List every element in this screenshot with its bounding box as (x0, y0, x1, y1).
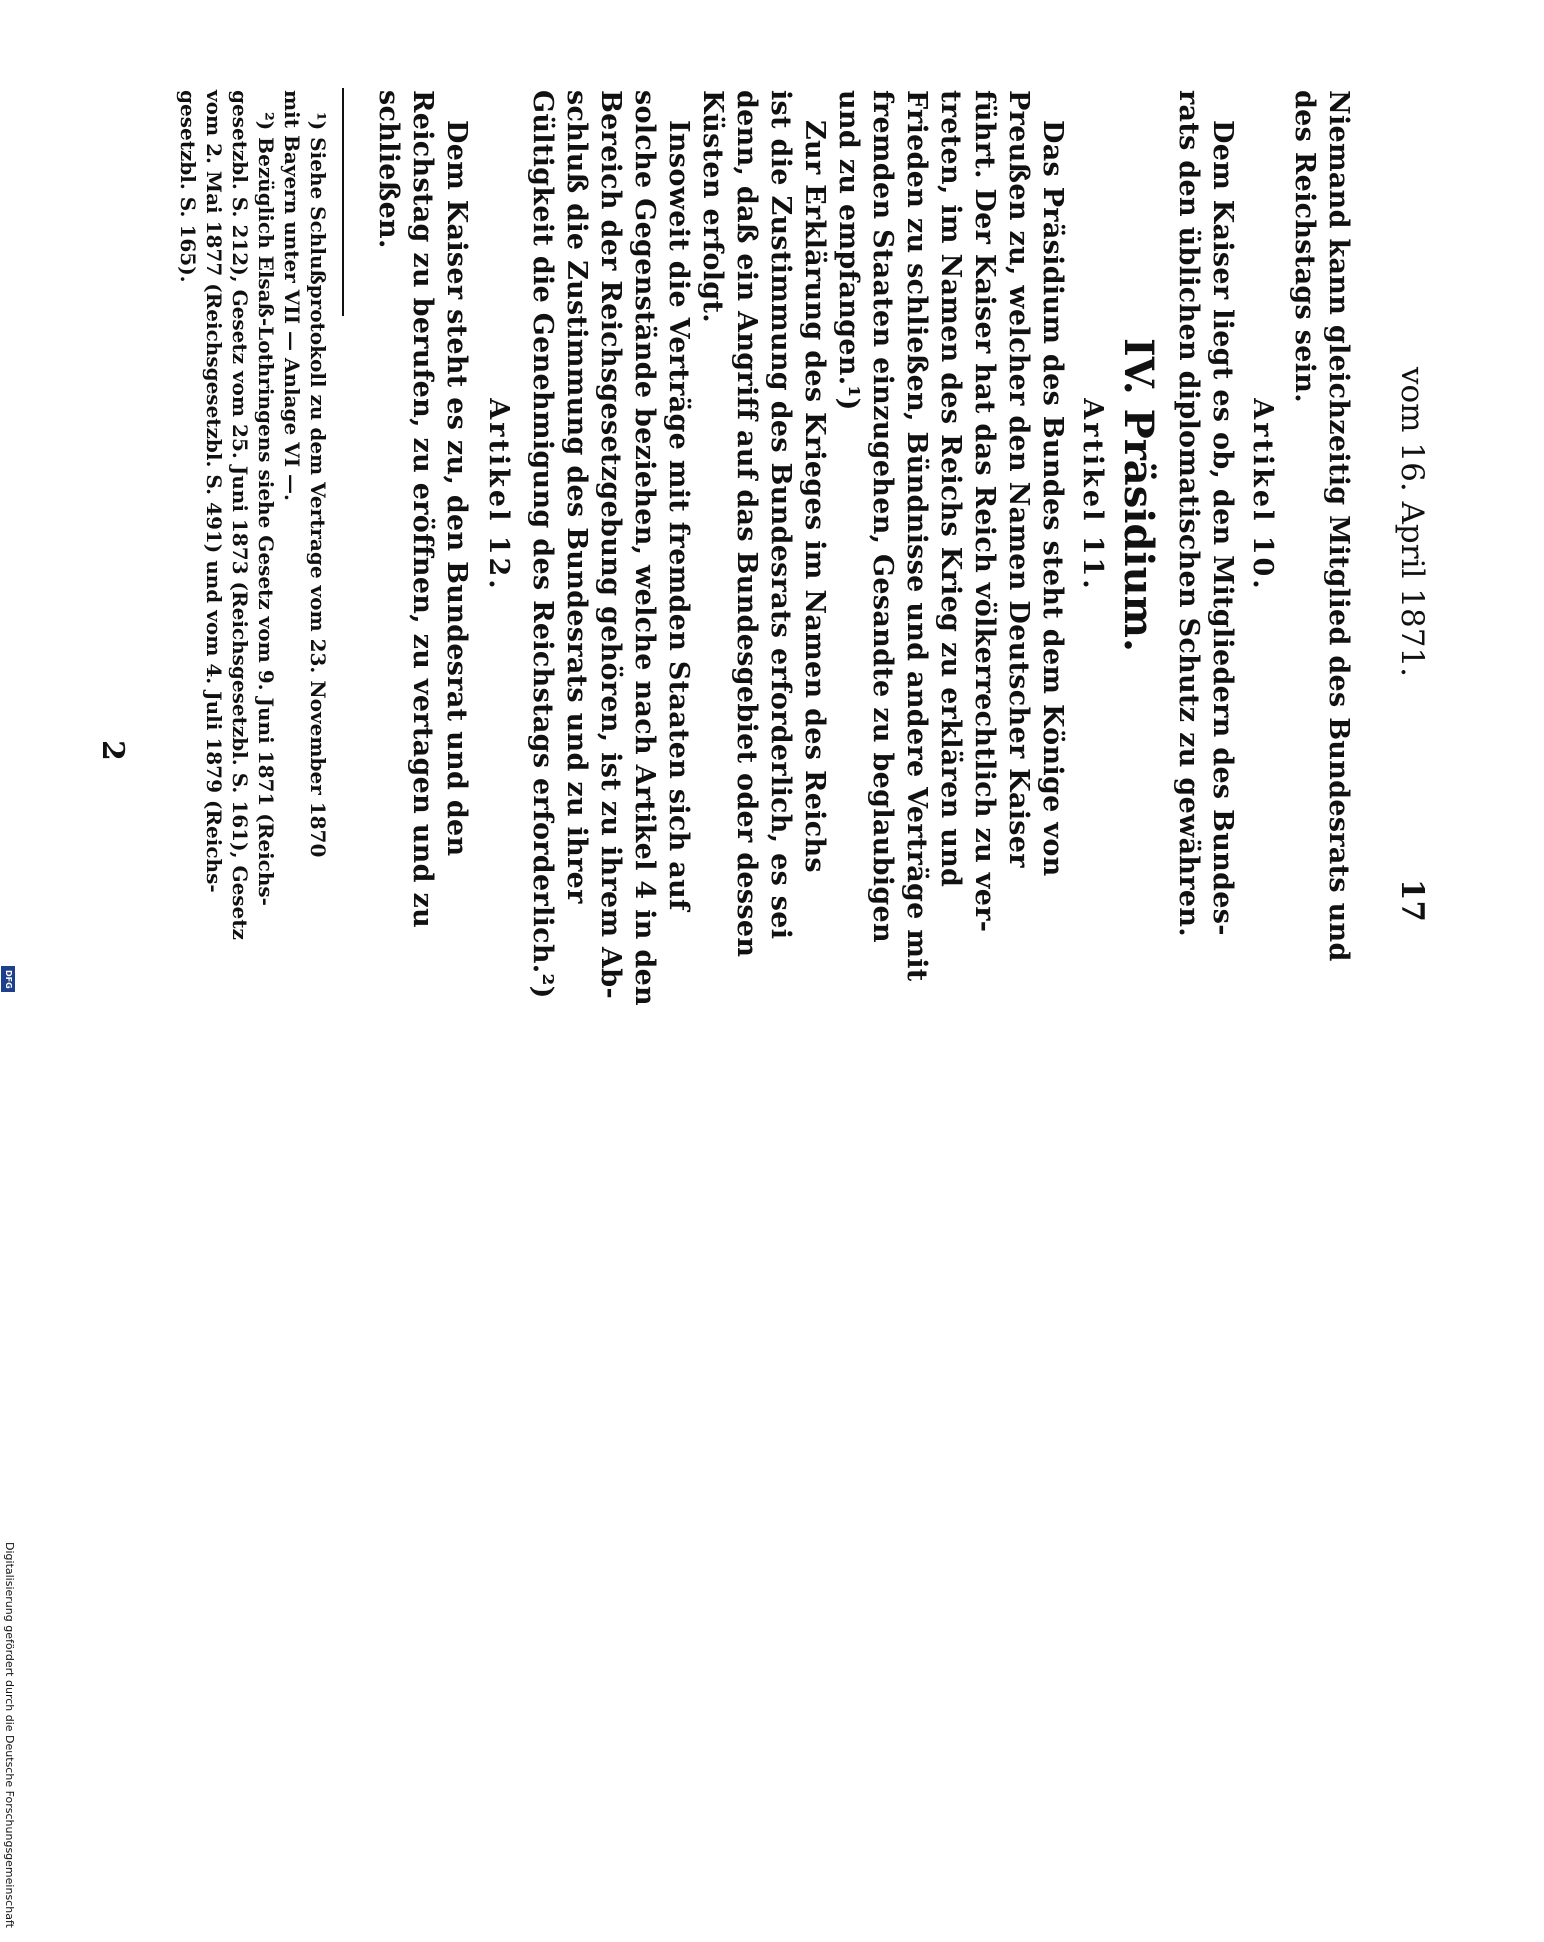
footnote-line: mit Bayern unter VII — Anlage VI —. (280, 90, 304, 501)
text-line: führt. Der Kaiser hat das Reich völkerrechtlich zu ver- (969, 90, 1000, 933)
text-line: denn, daß ein Angriff auf das Bundesgebiet oder dessen (731, 90, 762, 958)
text-line: Frieden zu schließen, Bündnisse und andere Verträge mit (901, 90, 932, 982)
text-line: treten, im Namen des Reichs Krieg zu erklären und (935, 90, 966, 888)
footnote-line: gesetzbl. S. 165). (176, 90, 200, 283)
text-line: Zur Erklärung des Krieges im Namen des Reichs (799, 120, 830, 873)
text-line: Reichstag zu berufen, zu eröffnen, zu vertagen und zu (407, 90, 438, 929)
text-line: Küsten erfolgt. (697, 90, 728, 323)
text-line: Das Präsidium des Bundes steht dem Könige von (1037, 120, 1068, 877)
page-header (1390, 82, 1430, 962)
article-heading: Artikel 12. (483, 398, 514, 592)
page-number: 17 (1394, 878, 1430, 922)
text-line: Preußen zu, welcher den Namen Deutscher Kaiser (1003, 90, 1034, 868)
text-line: schluß die Zustimmung des Bundesrats und zu ihrer (561, 90, 592, 904)
footnote-line: ¹) Siehe Schlußprotokoll zu dem Vertrage vom 23. November 1870 (306, 112, 330, 858)
footnote-line: gesetzbl. S. 212), Gesetz vom 25. Juni 1873 (Reichsgesetzbl. S. 161), Gesetz (228, 90, 252, 940)
footnote-line: vom 2. Mai 1877 (Reichsgesetzbl. S. 491) und vom 4. Juli 1879 (Reichs- (202, 90, 226, 893)
text-line: Gültigkeit die Genehmigung des Reichstags erforderlich.²) (527, 90, 558, 999)
section-title: IV. Präsidium. (1115, 338, 1162, 652)
footnote-line: ²) Bezüglich Elsaß-Lothringens siehe Gesetz vom 9. Juni 1871 (Reichs- (254, 112, 278, 906)
text-line: fremden Staaten einzugehen, Gesandte zu beglaubigen (867, 90, 898, 943)
article-heading: Artikel 10. (1247, 398, 1278, 592)
text-line: Bereich der Reichsgesetzgebung gehören, ist zu ihrem Ab- (595, 90, 626, 999)
text-line: Dem Kaiser steht es zu, den Bundesrat und den (441, 120, 472, 857)
text-line: Insoweit die Verträge mit fremden Staaten sich auf (663, 120, 694, 911)
dfg-logo-icon: DFG (1, 966, 15, 992)
text-line: ist die Zustimmung des Bundesrats erforderlich, es sei (765, 90, 796, 940)
sheet-signature: 2 (95, 740, 130, 761)
text-line: und zu empfangen.¹) (833, 90, 864, 411)
text-line: des Reichstags sein. (1289, 90, 1320, 403)
header-title: vom 16. April 1871. (1394, 366, 1430, 678)
text-line: rats den üblichen diplomatischen Schutz zu gewähren. (1173, 90, 1204, 937)
text-line: solche Gegenstände beziehen, welche nach Artikel 4 in den (629, 90, 660, 1006)
credit-text: Digitalisierung gefördert durch die Deutsche Forschungsgemeinschaft (3, 1542, 16, 1928)
text-line: Niemand kann gleichzeitig Mitglied des Bundesrats und (1323, 90, 1354, 962)
article-heading: Artikel 11. (1077, 398, 1108, 592)
footnote-rule (342, 88, 344, 316)
text-line: schließen. (373, 90, 404, 249)
text-line: Dem Kaiser liegt es ob, den Mitgliedern des Bundes- (1207, 120, 1238, 936)
